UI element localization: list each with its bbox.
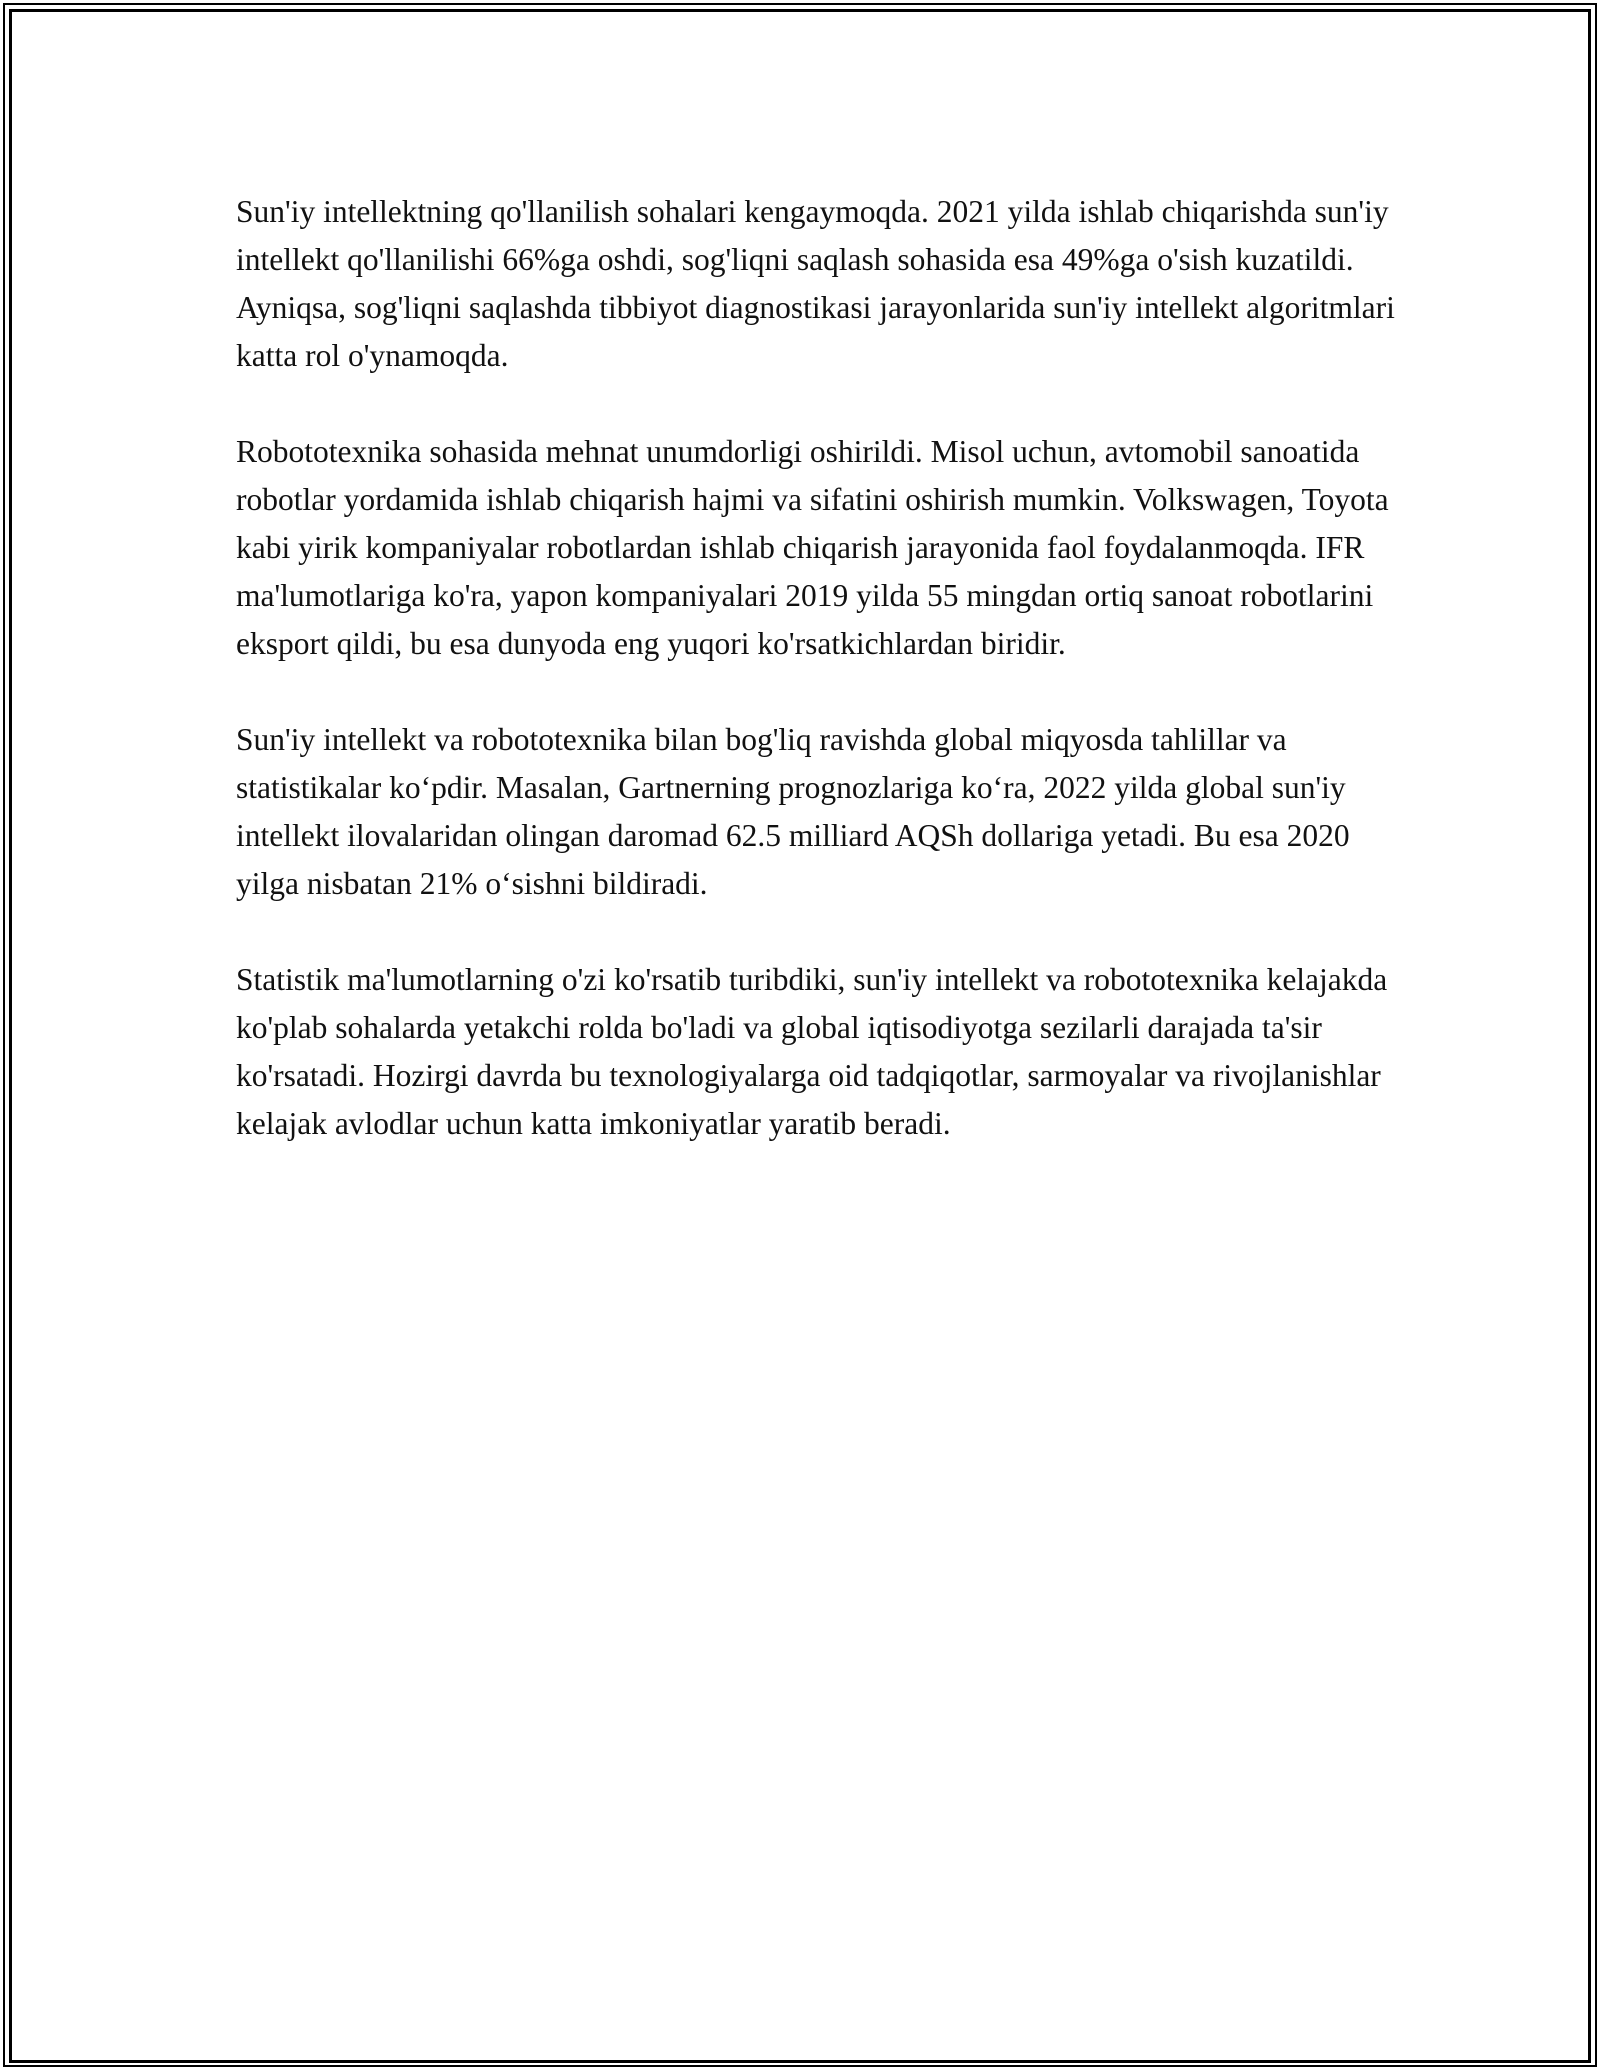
paragraph-robotics-productivity: Robototexnika sohasida mehnat unumdorligi oshirildi. Misol uchun, avtomobil sanoatida robotlar yordamida ishlab chiqarish hajmi va sifatini oshirish mumkin. Volkswagen, Toyota kabi yirik kompaniyalar robotlardan ishlab chiqarish jarayonida faol foydalanmoqda. IFR ma'lumotlariga ko'ra, yapon kompaniyalari 2019 yilda 55 mingdan ortiq sanoat robotlarini eksport qildi, bu esa dunyoda eng yuqori ko'rsatkichlardan biridir. bbox=[236, 434, 1389, 661]
paragraph-conclusion: Statistik ma'lumotlarning o'zi ko'rsatib turibdiki, sun'iy intellekt va robototexnika kelajakda ko'plab sohalarda yetakchi rolda bo'ladi va global iqtisodiyotga sezilarli darajada ta'sir ko'rsatadi. Hozirgi davrda bu texnologiyalarga oid tadqiqotlar, sarmoyalar va rivojlanishlar kelajak avlodlar uchun katta imkoniyatlar yaratib beradi. bbox=[236, 962, 1388, 1141]
document-body bbox=[236, 188, 1396, 1196]
paragraph-global-statistics: Sun'iy intellekt va robototexnika bilan bog'liq ravishda global miqyosda tahlillar va statistikalar ko‘pdir. Masalan, Gartnerning prognozlariga ko‘ra, 2022 yilda global sun'iy intellekt ilovalaridan olingan daromad 62.5 milliard AQSh dollariga yetadi. Bu esa 2020 yilga nisbatan 21% o‘sishni bildiradi. bbox=[236, 722, 1350, 901]
paragraph-ai-applications: Sun'iy intellektning qo'llanilish sohalari kengaymoqda. 2021 yilda ishlab chiqarishda sun'iy intellekt qo'llanilishi 66%ga oshdi, sog'liqni saqlash sohasida esa 49%ga o'sish kuzatildi. Ayniqsa, sog'liqni saqlashda tibbiyot diagnostikasi jarayonlarida sun'iy intellekt algoritmlari katta rol o'ynamoqda. bbox=[236, 194, 1395, 373]
